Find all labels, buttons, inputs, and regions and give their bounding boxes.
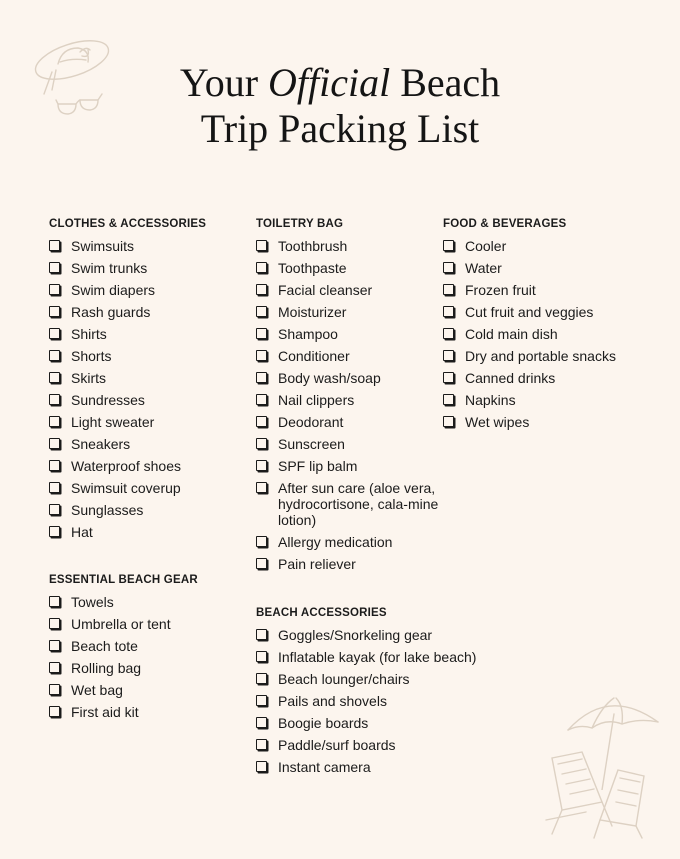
- checklist-item-label: Swim trunks: [71, 260, 148, 276]
- checkbox[interactable]: [49, 394, 60, 405]
- section-food: [443, 216, 653, 436]
- checkbox[interactable]: [256, 695, 267, 706]
- checkbox[interactable]: [49, 662, 60, 673]
- checklist-item[interactable]: [256, 458, 441, 474]
- checklist-item[interactable]: [443, 392, 653, 408]
- checklist-item-label: Sneakers: [71, 436, 131, 452]
- checklist-item-label: Beach tote: [71, 638, 138, 654]
- checklist-item[interactable]: [49, 458, 239, 474]
- checklist-item[interactable]: [256, 534, 441, 550]
- checklist-item[interactable]: [443, 326, 653, 342]
- checklist-item-label: Conditioner: [278, 348, 350, 364]
- checklist-item-label: Sunscreen: [278, 436, 345, 452]
- checkbox[interactable]: [49, 438, 60, 449]
- checklist-item[interactable]: [256, 392, 441, 408]
- checklist-item-label: Hat: [71, 524, 93, 540]
- checklist-item[interactable]: [256, 737, 516, 753]
- checkbox[interactable]: [49, 262, 60, 273]
- checklist-item[interactable]: [49, 414, 239, 430]
- checkbox[interactable]: [443, 372, 454, 383]
- checklist-item-label: Moisturizer: [278, 304, 347, 320]
- checklist-item-label: Shirts: [71, 326, 107, 342]
- checkbox[interactable]: [256, 350, 267, 361]
- checklist-item-label: Toothpaste: [278, 260, 347, 276]
- checklist-item[interactable]: [256, 304, 441, 320]
- checklist-item[interactable]: [49, 260, 239, 276]
- beach-chair-icon: [538, 748, 658, 840]
- checklist-item[interactable]: [256, 627, 516, 643]
- title-line-2: Trip Packing List: [200, 106, 480, 151]
- checkbox[interactable]: [49, 482, 60, 493]
- section-heading: ESSENTIAL BEACH GEAR: [49, 574, 198, 586]
- checklist-item-label: Wet bag: [71, 682, 123, 698]
- checklist-item[interactable]: [49, 594, 239, 610]
- checklist-item-label: Sunglasses: [71, 502, 144, 518]
- checklist-item[interactable]: [49, 524, 239, 540]
- checkbox[interactable]: [443, 306, 454, 317]
- checkbox[interactable]: [49, 640, 60, 651]
- checklist-item[interactable]: [49, 238, 239, 254]
- checklist-item-label: Allergy medication: [278, 534, 393, 550]
- checkbox[interactable]: [49, 526, 60, 537]
- checklist-item[interactable]: [256, 282, 441, 298]
- checklist-item[interactable]: [49, 660, 239, 676]
- checkbox[interactable]: [49, 240, 60, 251]
- checklist-item-label: Napkins: [465, 392, 516, 408]
- checklist-item[interactable]: [256, 649, 516, 665]
- title-emphasis: Official: [268, 60, 391, 105]
- checkbox[interactable]: [256, 629, 267, 640]
- checklist-item-label: Cut fruit and veggies: [465, 304, 594, 320]
- checkbox[interactable]: [49, 706, 60, 717]
- section-clothes: [49, 216, 239, 546]
- checklist-item[interactable]: [256, 715, 516, 731]
- checkbox[interactable]: [256, 482, 267, 493]
- checklist-item[interactable]: [49, 436, 239, 452]
- checklist-item-label: SPF lip balm: [278, 458, 358, 474]
- checklist-item[interactable]: [49, 326, 239, 342]
- checkbox[interactable]: [256, 761, 267, 772]
- checklist-item-label: Toothbrush: [278, 238, 348, 254]
- checklist-item-label: Nail clippers: [278, 392, 355, 408]
- checklist-item-label: Canned drinks: [465, 370, 556, 386]
- checklist-item[interactable]: [49, 704, 239, 720]
- checkbox[interactable]: [256, 262, 267, 273]
- checklist-item[interactable]: [256, 238, 441, 254]
- checkbox[interactable]: [256, 284, 267, 295]
- checkbox[interactable]: [256, 416, 267, 427]
- checkbox[interactable]: [49, 416, 60, 427]
- checklist-item-label: Instant camera: [278, 759, 371, 775]
- checklist-item[interactable]: [443, 260, 653, 276]
- checkbox[interactable]: [49, 284, 60, 295]
- checklist-item[interactable]: [443, 282, 653, 298]
- checklist-item-label: Swimsuit coverup: [71, 480, 181, 496]
- checkbox[interactable]: [256, 536, 267, 547]
- checklist-item-label: Cooler: [465, 238, 507, 254]
- checkbox[interactable]: [256, 460, 267, 471]
- checklist-item[interactable]: [256, 370, 441, 386]
- checklist-item[interactable]: [49, 304, 239, 320]
- checklist: [256, 238, 441, 572]
- checklist-item-label: Waterproof shoes: [71, 458, 181, 474]
- checkbox[interactable]: [443, 284, 454, 295]
- checklist-item[interactable]: [443, 238, 653, 254]
- page-title: [0, 60, 680, 152]
- checklist-item[interactable]: [256, 480, 441, 528]
- checklist-item-label: Body wash/soap: [278, 370, 381, 386]
- checklist-item-label: Facial cleanser: [278, 282, 373, 298]
- checklist: [49, 238, 239, 540]
- checklist-item-label: Shorts: [71, 348, 112, 364]
- checklist-item-label: Water: [465, 260, 502, 276]
- checkbox[interactable]: [49, 684, 60, 695]
- checklist-item[interactable]: [49, 502, 239, 518]
- checklist-item[interactable]: [256, 693, 516, 709]
- checkbox[interactable]: [256, 328, 267, 339]
- checklist-item[interactable]: [49, 616, 239, 632]
- checklist: [49, 594, 239, 720]
- checklist-item-label: Shampoo: [278, 326, 338, 342]
- checkbox[interactable]: [443, 240, 454, 251]
- checkbox[interactable]: [256, 651, 267, 662]
- checkbox[interactable]: [256, 558, 267, 569]
- checklist-item[interactable]: [49, 480, 239, 496]
- checklist-item-label: Frozen fruit: [465, 282, 536, 298]
- checklist-item-label: Towels: [71, 594, 114, 610]
- checkbox[interactable]: [443, 328, 454, 339]
- checklist-item[interactable]: [443, 414, 653, 430]
- checklist-item[interactable]: [49, 638, 239, 654]
- checklist: [443, 238, 653, 430]
- checklist-item-label: Sundresses: [71, 392, 145, 408]
- checklist-item-label: First aid kit: [71, 704, 139, 720]
- section-accessories: [256, 605, 516, 781]
- checkbox[interactable]: [49, 306, 60, 317]
- checklist-item-label: After sun care (aloe vera, hydrocortisone, cala-mine lotion): [278, 480, 439, 528]
- checkbox[interactable]: [49, 328, 60, 339]
- checklist-item[interactable]: [256, 260, 441, 276]
- checkbox[interactable]: [256, 372, 267, 383]
- checkbox[interactable]: [443, 394, 454, 405]
- section-toiletry: [256, 216, 441, 578]
- checklist-item[interactable]: [443, 348, 653, 364]
- checkbox[interactable]: [256, 717, 267, 728]
- checklist-item-label: Skirts: [71, 370, 106, 386]
- checkbox[interactable]: [443, 350, 454, 361]
- title-line-1: Your Official Beach: [179, 60, 501, 105]
- checklist-item[interactable]: [256, 556, 441, 572]
- checklist-item-label: Inflatable kayak (for lake beach): [278, 649, 477, 665]
- checklist-item[interactable]: [49, 392, 239, 408]
- checklist-item-label: Pain reliever: [278, 556, 356, 572]
- section-gear: [49, 572, 239, 726]
- checklist-item-label: Dry and portable snacks: [465, 348, 616, 364]
- checkbox[interactable]: [443, 416, 454, 427]
- checklist-item-label: Deodorant: [278, 414, 344, 430]
- checkbox[interactable]: [256, 306, 267, 317]
- section-heading: TOILETRY BAG: [256, 218, 344, 230]
- checklist-item[interactable]: [256, 348, 441, 364]
- checklist-item-label: Goggles/Snorkeling gear: [278, 627, 433, 643]
- checklist-item[interactable]: [256, 759, 516, 775]
- checklist-item[interactable]: [49, 682, 239, 698]
- checklist: [256, 627, 516, 775]
- checklist-item[interactable]: [256, 326, 441, 342]
- checkbox[interactable]: [256, 673, 267, 684]
- checkbox[interactable]: [49, 372, 60, 383]
- checklist-item[interactable]: [256, 671, 516, 687]
- checkbox[interactable]: [49, 504, 60, 515]
- checklist-item[interactable]: [443, 370, 653, 386]
- checkbox[interactable]: [256, 394, 267, 405]
- checklist-item[interactable]: [256, 436, 441, 452]
- checklist-item-label: Boogie boards: [278, 715, 369, 731]
- checklist-item-label: Pails and shovels: [278, 693, 387, 709]
- checklist-item-label: Wet wipes: [465, 414, 530, 430]
- checkbox[interactable]: [256, 438, 267, 449]
- checklist-item[interactable]: [443, 304, 653, 320]
- section-heading: FOOD & BEVERAGES: [443, 218, 567, 230]
- section-heading: CLOTHES & ACCESSORIES: [49, 218, 207, 230]
- checklist-item-label: Rolling bag: [71, 660, 142, 676]
- checklist-item[interactable]: [49, 282, 239, 298]
- checklist-item[interactable]: [256, 414, 441, 430]
- checklist-item-label: Rash guards: [71, 304, 151, 320]
- checkbox[interactable]: [49, 618, 60, 629]
- checkbox[interactable]: [49, 350, 60, 361]
- checkbox[interactable]: [256, 739, 267, 750]
- checklist-item-label: Light sweater: [71, 414, 155, 430]
- checklist-item-label: Swimsuits: [71, 238, 135, 254]
- checklist-item-label: Umbrella or tent: [71, 616, 171, 632]
- checklist-item[interactable]: [49, 348, 239, 364]
- checklist-item-label: Swim diapers: [71, 282, 156, 298]
- checklist-item-label: Cold main dish: [465, 326, 558, 342]
- checkbox[interactable]: [49, 596, 60, 607]
- checklist-item-label: Paddle/surf boards: [278, 737, 396, 753]
- section-heading: BEACH ACCESSORIES: [256, 607, 387, 619]
- checklist-item[interactable]: [49, 370, 239, 386]
- checkbox[interactable]: [256, 240, 267, 251]
- checklist-item-label: Beach lounger/chairs: [278, 671, 410, 687]
- checkbox[interactable]: [49, 460, 60, 471]
- checkbox[interactable]: [443, 262, 454, 273]
